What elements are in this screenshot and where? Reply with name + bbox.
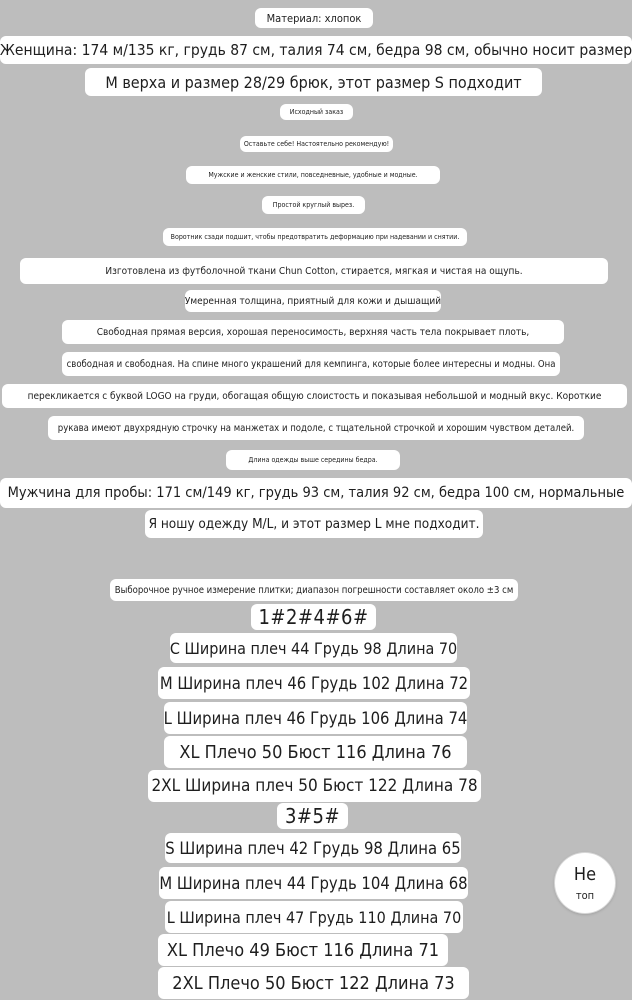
fit-line-4: рукава имеют двухрядную строчку на манжетах и подоле, с тщательной строчкой и хорошим чувством деталей. — [48, 416, 584, 440]
measure-note: Выборочное ручное измерение плитки; диапазон погрешности составляет около ±3 см — [110, 579, 518, 601]
size-row-l: L Ширина плеч 46 Грудь 106 Длина 74 — [164, 702, 467, 734]
size-row-m: М Ширина плеч 46 Грудь 102 Длина 72 — [158, 667, 470, 699]
size-row-2xl-b: 2XL Плечо 50 Бюст 122 Длина 73 — [158, 967, 469, 999]
man-measurements-line-1: Мужчина для пробы: 171 см/149 кг, грудь 93 см, талия 92 см, бедра 100 см, нормальные — [0, 478, 632, 508]
badge-line-2: топ — [575, 888, 595, 902]
fabric-line: Изготовлена из футболочной ткани Chun Cotton, стирается, мягкая и чистая на ощупь. — [20, 258, 608, 284]
size-row-l-b: L Ширина плеч 47 Грудь 110 Длина 70 — [165, 901, 463, 933]
back-to-top-button[interactable] — [555, 853, 615, 913]
size-row-2xl: 2XL Ширина плеч 50 Бюст 122 Длина 78 — [148, 770, 481, 802]
man-measurements-line-2: Я ношу одежду M/L, и этот размер L мне подходит. — [145, 510, 483, 538]
fit-line-3: перекликается с буквой LOGO на груди, обогащая общую слоистость и показывая небольшой и модный вкус. Короткие — [2, 384, 627, 408]
group-a-heading: 1#2#4#6# — [251, 604, 376, 630]
size-row-xl: XL Плечо 50 Бюст 116 Длина 76 — [164, 736, 467, 768]
collar-line: Воротник сзади подшит, чтобы предотвратить деформацию при надевании и снятии. — [163, 228, 467, 246]
size-row-xl-b: XL Плечо 49 Бюст 116 Длина 71 — [158, 934, 448, 966]
length-line: Длина одежды выше середины бедра. — [226, 450, 400, 470]
size-row-s-b: S Ширина плеч 42 Грудь 98 Длина 65 — [165, 833, 461, 863]
fit-line-1: Свободная прямая версия, хорошая переносимость, верхняя часть тела покрывает плоть, — [62, 320, 564, 344]
styles-line: Мужские и женские стили, повседневные, удобные и модные. — [186, 166, 440, 184]
woman-measurements-line-1: Женщина: 174 м/135 кг, грудь 87 см, талия 74 см, бедра 98 см, обычно носит размер — [0, 36, 632, 64]
custom-order-line: Исходный заказ — [280, 104, 353, 120]
group-b-heading: 3#5# — [277, 803, 348, 829]
fit-line-2: свободная и свободная. На спине много украшений для кемпинга, которые более интересны и модны. Она — [62, 352, 560, 376]
material-line: Материал: хлопок — [255, 8, 373, 28]
size-row-s: С Ширина плеч 44 Грудь 98 Длина 70 — [170, 633, 457, 663]
recommend-line: Оставьте себе! Настоятельно рекомендую! — [240, 136, 393, 152]
thickness-line: Умеренная толщина, приятный для кожи и дышащий — [185, 290, 441, 312]
neckline-line: Простой круглый вырез. — [262, 196, 365, 214]
size-row-m-b: M Ширина плеч 44 Грудь 104 Длина 68 — [159, 867, 468, 899]
badge-line-1: Не — [573, 863, 597, 885]
woman-measurements-line-2: M верха и размер 28/29 брюк, этот размер S подходит — [85, 68, 542, 96]
